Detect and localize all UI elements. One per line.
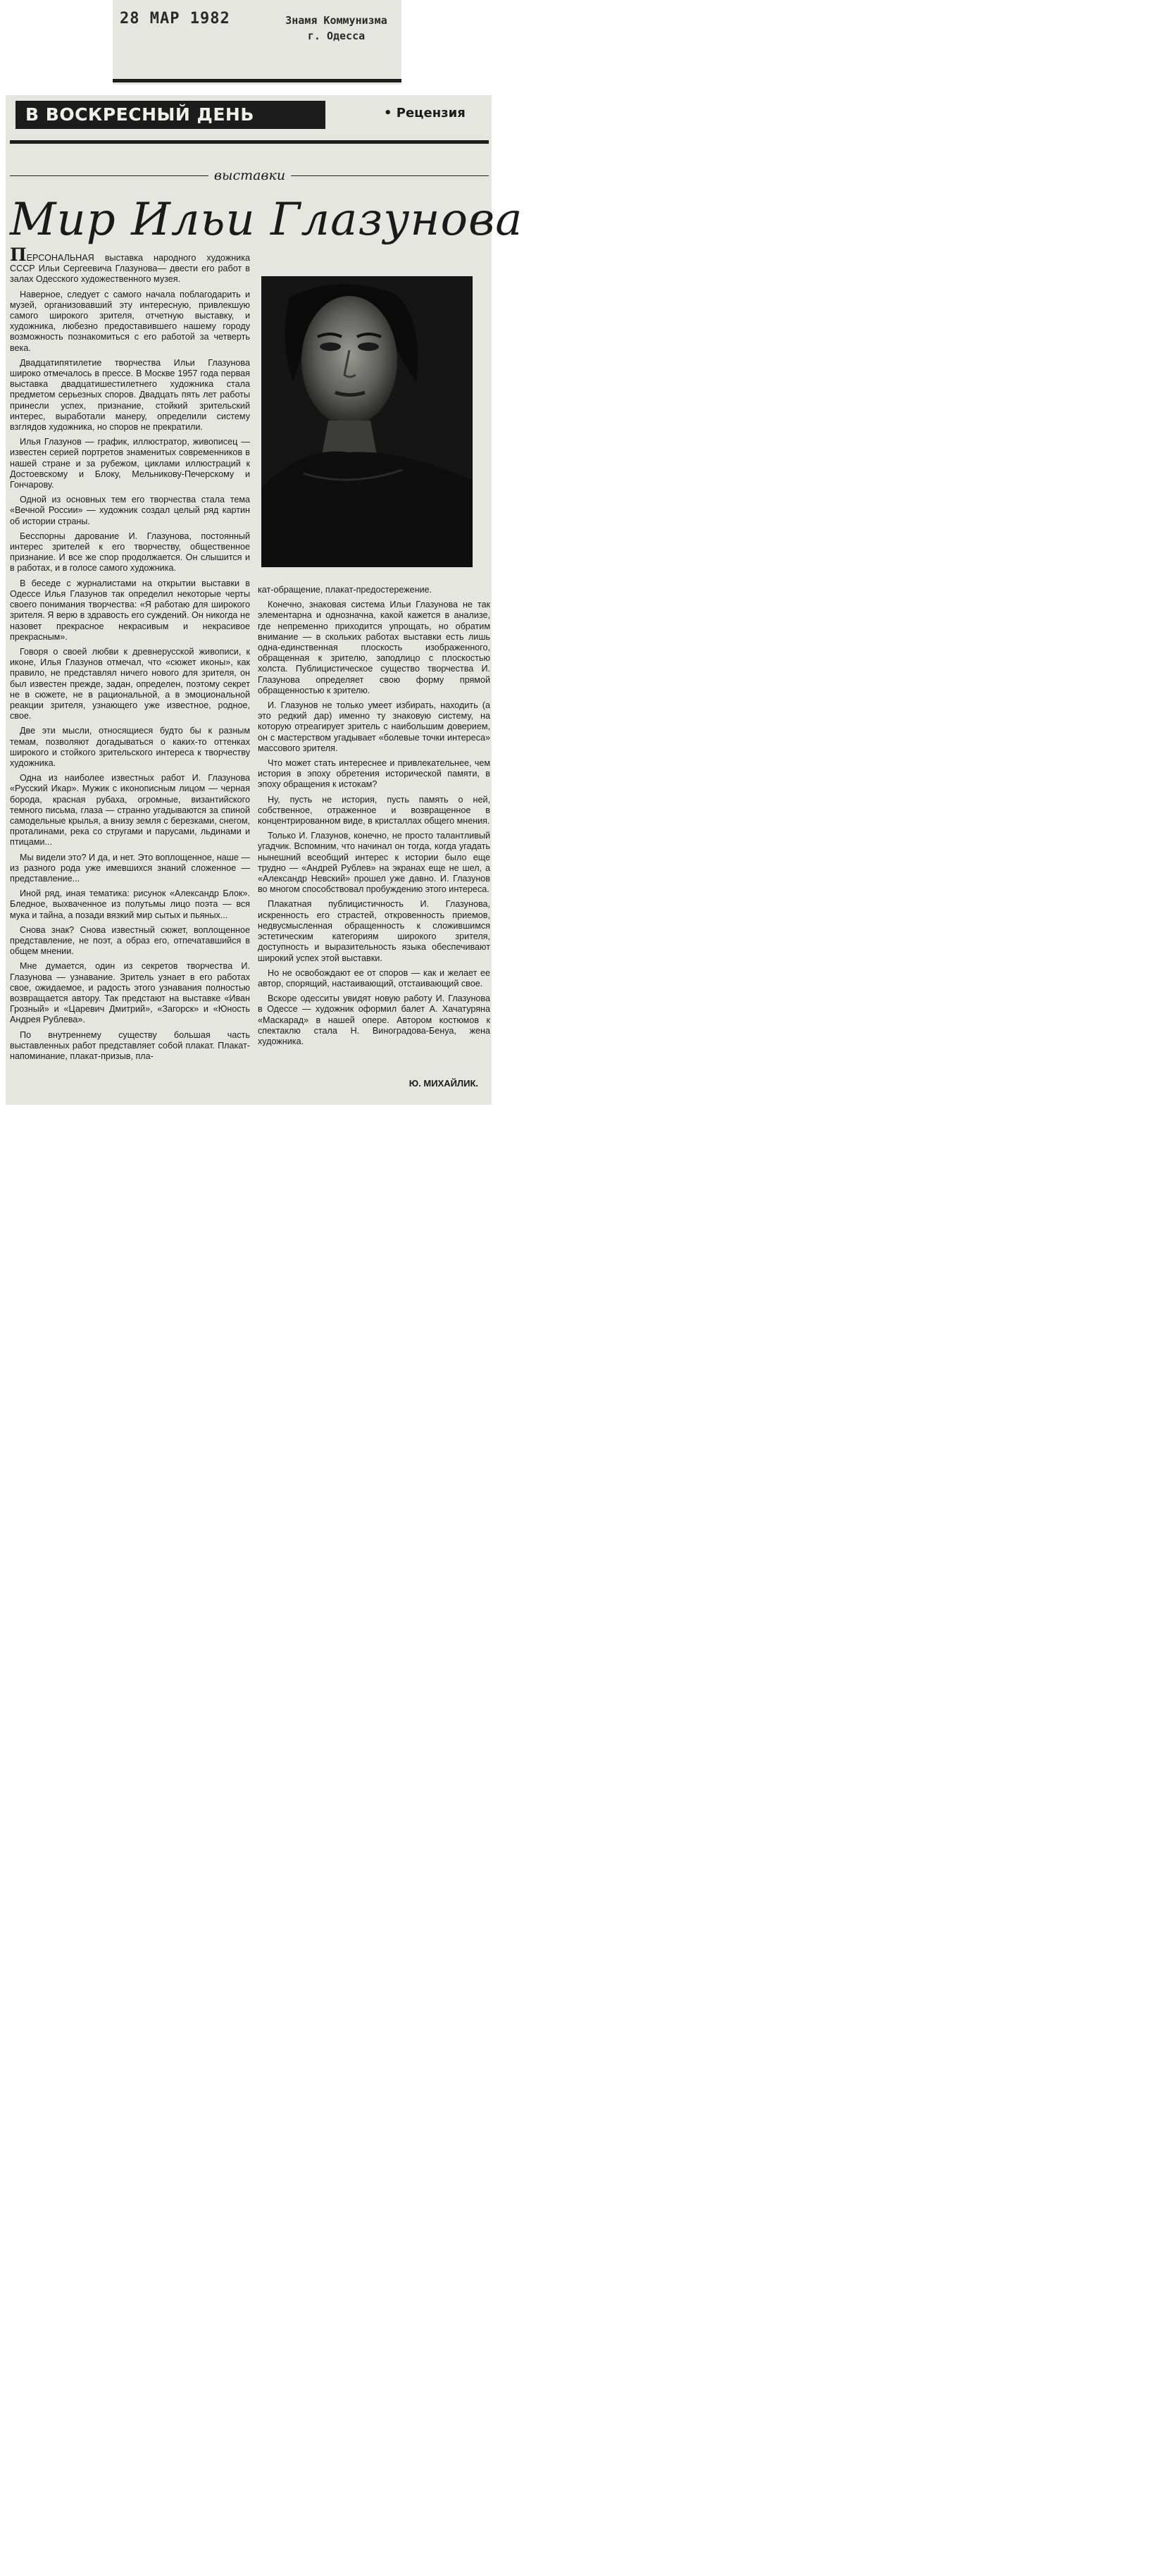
section-label xyxy=(0,168,499,183)
paragraph: кат-обращение, плакат-предостережение. xyxy=(258,585,432,595)
lead-dropcap: П xyxy=(10,244,27,265)
paragraph: Мы видели это? И да, и нет. Это воплощенное, наше — из разного рода уже имевшихся знаний сложенное — представление... xyxy=(10,852,250,884)
article-title: Мир Ильи Глазунова xyxy=(10,194,523,246)
paragraph: Бесспорны дарование И. Глазунова, постоянный интерес зрителей к его творчеству, общественное признание. И все же спор продолжается. Он слышится и в работах, и в голосе самого художника. xyxy=(10,531,250,574)
article-column-left xyxy=(10,244,250,1066)
portrait-photo xyxy=(261,276,473,567)
portrait-drawing xyxy=(261,276,473,567)
paragraph: Одной из основных тем его творчества стала тема «Вечной России» — художник создал целый ряд картин об истории страны. xyxy=(10,495,250,526)
paragraph: Иной ряд, иная тематика: рисунок «Александр Блок». Бледное, выхваченное из полутьмы лицо поэта — вся мука и тайна, а позади вязкий мир сытых и пьяных... xyxy=(10,888,250,920)
lead-text: ЕРСОНАЛЬНАЯ выставка народного художника СССР Ильи Сергеевича Глазунова— двести его работ в залах Одесского художественного музея. xyxy=(10,253,250,285)
paragraph: Конечно, знаковая система Ильи Глазунова не так элементарна и однозначна, какой кажется в анализе, где непременно приходится упрощать, но обратим внимание — в скольких работах выставки есть лишь одна-единственная плоскость изображенного, обращенная к зрителю, заподлицо с плоскостью холста. Публицистическое существо творчества И. Глазунова определяет свою форму прямой обращенностью к зрителю. xyxy=(258,600,490,695)
paragraph: Наверное, следует с самого начала поблагодарить и музей, организовавший эту интересную, привлекшую самого широкого зрителя, отчетную выставку, и художника, любезно предоставившего нашему городу возможность познакомиться с его работой за четверть века. xyxy=(10,289,250,353)
article-column-right xyxy=(258,585,490,1051)
section-label-text: выставки xyxy=(208,168,291,183)
paragraph: Мне думается, один из секретов творчества И. Глазунова — узнавание. Зритель узнает в его работах свое, ожидаемое, и радость этого узнавания полностью возвращается автору. Так предстают на выставке «Иван Грозный» и «Царевич Дмитрий», «Загорск» и «Юность Андрея Рублева». xyxy=(10,961,250,1025)
paragraph: Ну, пусть не история, пусть память о ней, собственное, отраженное и возвращенное в концентрированном виде, в кристаллах общего мнения. xyxy=(258,794,490,826)
paragraph: Двадцатипятилетие творчества Ильи Глазунова широко отмечалось в прессе. В Москве 1957 года первая выставка двадцатишестилетнего художника стала предметом серьезных споров. Двадцать пять лет работы принесли успех, признание, стойкий зрительский интерес, выработали манеру, определили систему взглядов художника, но споров не прекратили. xyxy=(10,357,250,433)
paragraph: И. Глазунов не только умеет избирать, находить (а это редкий дар) именно ту знаковую систему, на которую отреагирует зритель с наибольшим доверием, он с мастерством угадывает «болевые точки интереса» массового зрителя. xyxy=(258,700,490,753)
paragraph: Говоря о своей любви к древнерусской живописи, к иконе, Илья Глазунов отмечал, что «сюжет иконы», как правило, не представлял ничего нового для зрителя, он был известен прежде, задан, определен, поэтому секрет не в сюжете, не в рациональной, а в эмоциональной реакции зрителя, узнающего уже известное, родное, свое. xyxy=(10,646,250,722)
top-rule xyxy=(113,79,401,82)
paragraph: Вскоре одесситы увидят новую работу И. Глазунова в Одессе — художник оформил балет А. Хачатуряна «Маскарад» в нашей опере. Автором костюмов к спектаклю стала Н. Виноградова-Бенуа, жена художника. xyxy=(258,993,490,1046)
section-banner: В ВОСКРЕСНЫЙ ДЕНЬ xyxy=(15,101,325,129)
paragraph: Только И. Глазунов, конечно, не просто талантливый угадчик. Вспомним, что начинал он тогда, когда угадать нынешний всеобщий интерес к истории было еще трудно — «Андрей Рублев» на экранах еще не шел, а «Александр Невский» прошел уже давно. И. Глазунов во многом способствовал пробуждению этого интереса. xyxy=(258,831,490,895)
author-signature: Ю. МИХАЙЛИК. xyxy=(409,1078,478,1089)
stamp-date: 28 МАР 1982 xyxy=(120,10,230,27)
rubric-label: • Рецензия xyxy=(384,106,466,120)
paragraph: Илья Глазунов — график, иллюстратор, живописец — известен серией портретов знаменитых современников в нашей стране и за рубежом, циклами иллюстраций к Достоевскому и Блоку, Мельникову-Печерскому и Гончарову. xyxy=(10,437,250,490)
stamp-newspaper-city: г. Одесса xyxy=(307,30,366,42)
paragraph: Что может стать интереснее и привлекательнее, чем история в эпоху обретения исторической памяти, в эпоху обращения к истокам? xyxy=(258,758,490,790)
paragraph: Одна из наиболее известных работ И. Глазунова «Русский Икар». Мужик с иконописным лицом — черная борода, красная рубаха, огромные, византийского темного письма, глаза — странно угадываются за спиной самодельные крылья, а внизу земля с березками, снегом, проталинами, река со стругами и парусами, льдинами и птицами... xyxy=(10,773,250,848)
lead-paragraph xyxy=(10,244,250,285)
paragraph: Плакатная публицистичность И. Глазунова, искренность его страстей, откровенность приемов, недвусмысленная обращенность к сложившимся эстетическим категориям широкого зрителя, доступность и выразительность языка обеспечивают широкий успех этой выставки. xyxy=(258,899,490,963)
paragraph: Снова знак? Снова известный сюжет, воплощенное представление, не поэт, а образ его, отпечатавшийся в общем мнении. xyxy=(10,924,250,957)
header-rule xyxy=(10,140,489,144)
paragraph: В беседе с журналистами на открытии выставки в Одессе Илья Глазунов так определил некоторые черты своего понимания творчества: «Я работаю для широкого зрителя. Я верю в здравость его суждений. Он никогда не назовет прекрасное некрасивым и некрасивое прекрасным». xyxy=(10,578,250,642)
paragraph: По внутреннему существу большая часть выставленных работ представляет собой плакат. Плакат-напоминание, плакат-призыв, пла- xyxy=(10,1029,250,1062)
paragraph: Две эти мысли, относящиеся будто бы к разным темам, позволяют догадываться о каких-то оттенках широкого и стойкого зрительского интереса к творчеству художника. xyxy=(10,726,250,768)
stamp-newspaper xyxy=(275,13,398,44)
paragraph: Но не освобождают ее от споров — как и желает ее автор, спорящий, настаивающий, отстаивающий свое. xyxy=(258,967,490,989)
stamp-newspaper-name: Знамя Коммунизма xyxy=(285,14,387,27)
